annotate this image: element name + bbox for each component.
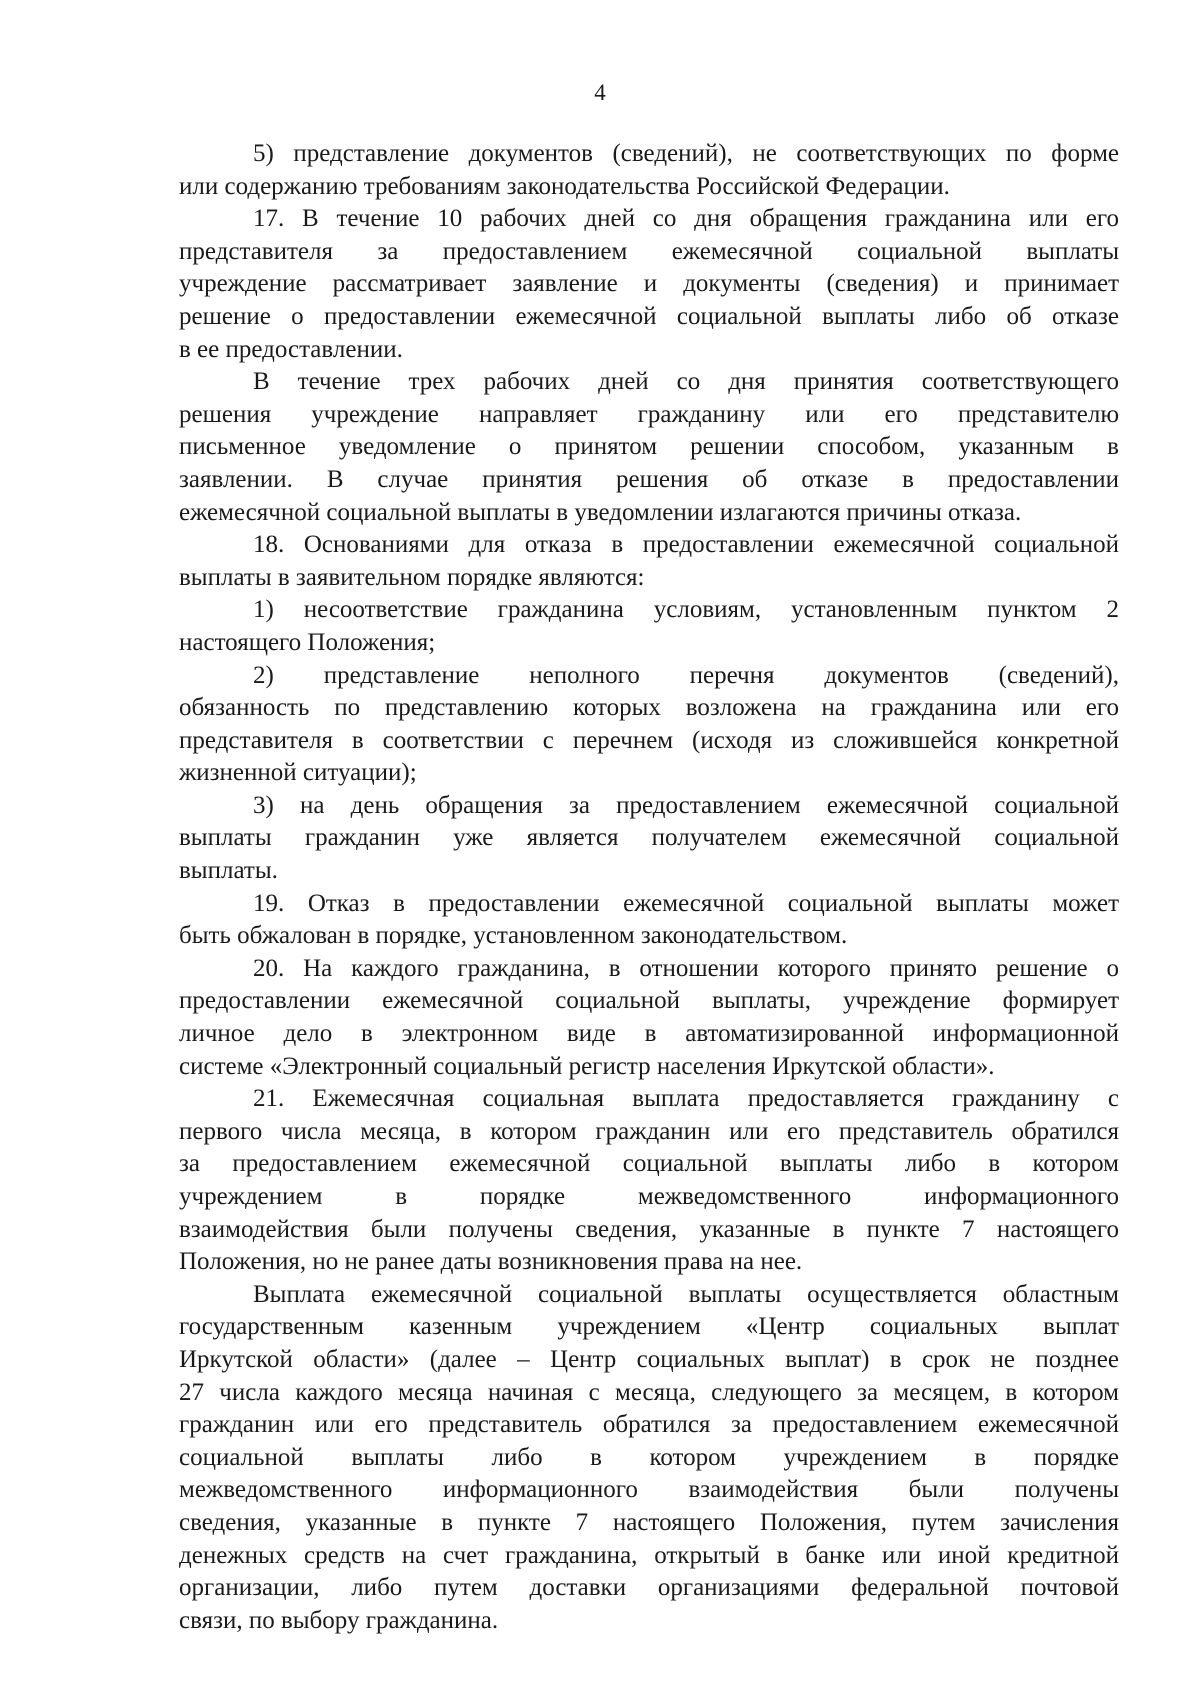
text-line: 2) представление неполного перечня документов (сведений),	[253, 661, 1119, 689]
text-line: 18. Основаниями для отказа в предоставлении ежемесячной социальной	[253, 531, 1119, 559]
text-line: межведомственного информационного взаимодействия были получены	[179, 1476, 1119, 1504]
text-line: первого числа месяца, в котором гражданин или его представитель обратился	[179, 1117, 1119, 1145]
text-line: выплаты гражданин уже является получателем ежемесячной социальной	[179, 824, 1119, 852]
text-line: 27 числа каждого месяца начиная с месяца, следующего за месяцем, в котором	[179, 1378, 1119, 1406]
text-line: системе «Электронный социальный регистр населения Иркутской области».	[179, 1052, 995, 1080]
text-line: настоящего Положения;	[179, 628, 436, 656]
text-line: 17. В течение 10 рабочих дней со дня обращения гражданина или его	[253, 205, 1119, 233]
text-line: жизненной ситуации);	[179, 759, 417, 787]
text-line: обязанность по представлению которых возложена на гражданина или его	[179, 694, 1119, 722]
text-line: за предоставлением ежемесячной социальной выплаты либо в котором	[179, 1150, 1119, 1178]
text-line: письменное уведомление о принятом решении способом, указанным в	[179, 433, 1119, 461]
text-line: 21. Ежемесячная социальная выплата предоставляется гражданину с	[253, 1085, 1119, 1113]
text-line: 19. Отказ в предоставлении ежемесячной социальной выплаты может	[253, 889, 1119, 917]
text-line: 20. На каждого гражданина, в отношении которого принято решение о	[253, 954, 1119, 982]
text-line: личное дело в электронном виде в автоматизированной информационной	[179, 1020, 1119, 1048]
page-number: 4	[594, 80, 606, 105]
text-line: быть обжалован в порядке, установленном законодательством.	[179, 922, 848, 950]
text-line: гражданин или его представитель обратился за предоставлением ежемесячной	[179, 1411, 1119, 1439]
document-body	[179, 138, 1119, 1637]
text-line: государственным казенным учреждением «Центр социальных выплат	[179, 1313, 1119, 1341]
text-line: Выплата ежемесячной социальной выплаты осуществляется областным	[253, 1280, 1119, 1308]
text-line: 5) представление документов (сведений), не соответствующих по форме	[253, 140, 1119, 167]
text-line: в ее предоставлении.	[179, 335, 403, 363]
text-line: 1) несоответствие гражданина условиям, установленным пунктом 2	[253, 596, 1119, 624]
text-line: решения учреждение направляет гражданину или его представителю	[179, 400, 1119, 428]
text-line: ежемесячной социальной выплаты в уведомлении излагаются причины отказа.	[179, 498, 1022, 526]
text-line: решение о предоставлении ежемесячной социальной выплаты либо об отказе	[179, 302, 1119, 330]
text-line: организации, либо путем доставки организациями федеральной почтовой	[179, 1574, 1119, 1602]
text-line: выплаты в заявительном порядке являются:	[179, 563, 645, 591]
text-line: социальной выплаты либо в котором учреждением в порядке	[179, 1443, 1119, 1471]
text-line: предоставлении ежемесячной социальной выплаты, учреждение формирует	[179, 987, 1119, 1015]
text-line: 3) на день обращения за предоставлением ежемесячной социальной	[253, 791, 1119, 819]
text-line: сведения, указанные в пункте 7 настоящего Положения, путем зачисления	[179, 1508, 1119, 1536]
text-line: представителя за предоставлением ежемесячной социальной выплаты	[179, 237, 1119, 265]
text-line: представителя в соответствии с перечнем (исходя из сложившейся конкретной	[179, 726, 1119, 754]
text-line: Положения, но не ранее даты возникновения права на нее.	[179, 1248, 803, 1276]
text-line: В течение трех рабочих дней со дня принятия соответствующего	[253, 368, 1119, 396]
text-line: учреждением в порядке межведомственного информационного	[179, 1183, 1119, 1210]
text-line: Иркутской области» (далее – Центр социальных выплат) в срок не позднее	[179, 1345, 1119, 1373]
text-line: взаимодействия были получены сведения, указанные в пункте 7 настоящего	[179, 1215, 1119, 1243]
text-line: выплаты.	[179, 857, 278, 885]
text-line: связи, по выбору гражданина.	[179, 1606, 499, 1634]
text-line: заявлении. В случае принятия решения об отказе в предоставлении	[179, 465, 1119, 493]
text-line: денежных средств на счет гражданина, открытый в банке или иной кредитной	[179, 1541, 1119, 1569]
text-line: учреждение рассматривает заявление и документы (сведения) и принимает	[179, 270, 1119, 298]
text-line: или содержанию требованиям законодательства Российской Федерации.	[179, 172, 950, 200]
